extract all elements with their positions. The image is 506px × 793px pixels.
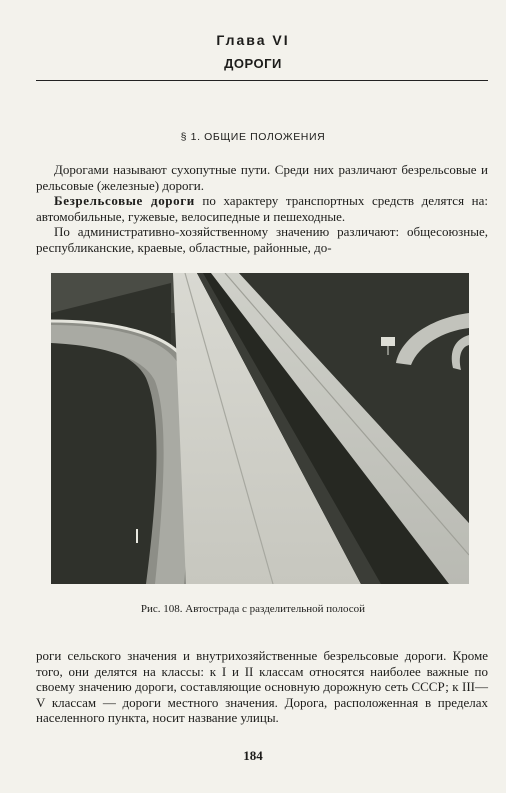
highway-photo-illustration <box>51 273 469 584</box>
body-text-top <box>36 162 488 256</box>
chapter-number: Глава VI <box>216 32 290 48</box>
chapter-title: ДОРОГИ <box>224 56 282 71</box>
paragraph-intro: Дорогами называют сухопутные пути. Среди них различают безрельсовые и рельсовые (железные) дороги. <box>36 162 488 193</box>
section-title: § 1. ОБЩИЕ ПОЛОЖЕНИЯ <box>180 131 326 143</box>
figure-caption: Рис. 108. Автострада с разделительной полосой <box>140 603 366 615</box>
paragraph-road-classes: роги сельского значения и внутрихозяйственные безрельсовые дороги. Кроме того, они делятся на классы: к I и II классам относятся наиболее важные по своему значению дороги, составляющие основную дорожную сеть СССР; к III—V классам — дороги местного значения. Дорога, расположенная в пределах населенного пункта, носит название улицы. <box>36 648 488 726</box>
figure-highway-photo <box>51 273 469 584</box>
body-text-bottom <box>36 648 488 726</box>
paragraph-road-types <box>36 193 488 224</box>
page-number: 184 <box>243 748 263 763</box>
paragraph-admin-classification: По административно-хозяйственному значению различают: общесоюзные, республиканские, краевые, областные, районные, до- <box>36 224 488 255</box>
term-non-rail-roads: Безрельсовые дороги <box>54 193 195 209</box>
paragraph-road-types-text: по характеру транспортных средств делятся на: автомобильные, гужевые, велосипедные и пешеходные. <box>36 193 488 224</box>
chapter-divider <box>36 80 488 81</box>
